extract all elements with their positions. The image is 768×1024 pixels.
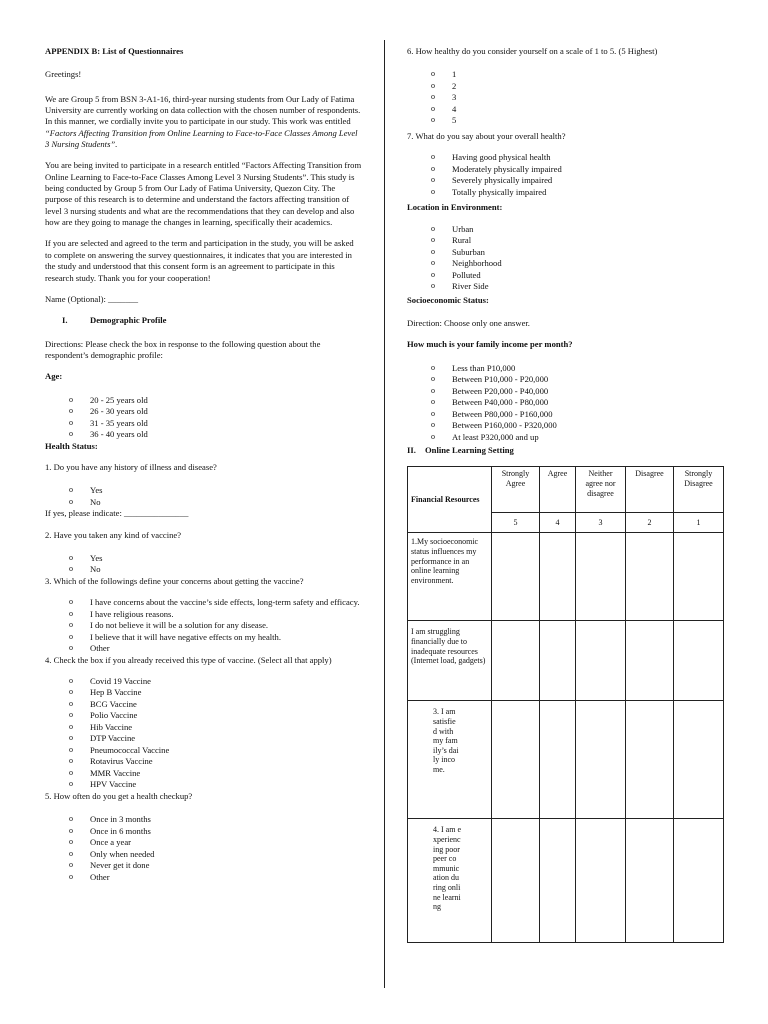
option-label: I have concerns about the vaccine’s side effects, long-term safety and efficacy. (90, 597, 360, 608)
q1-text: 1. Do you have any history of illness and disease? (45, 461, 217, 472)
option-label: Once in 6 months (90, 825, 151, 836)
q5-option[interactable] (45, 860, 362, 872)
option-label: Yes (90, 485, 103, 496)
rating-cell[interactable] (540, 819, 576, 943)
q5-option[interactable] (45, 837, 362, 849)
option-label: 20 - 25 years old (90, 394, 148, 405)
rating-cell[interactable] (492, 701, 540, 819)
q4-option[interactable] (45, 768, 362, 780)
radio-circle-icon[interactable]: o (431, 115, 435, 125)
radio-circle-icon[interactable]: o (69, 620, 73, 630)
income-option[interactable] (407, 374, 725, 386)
option-label: BCG Vaccine (90, 698, 137, 709)
radio-circle-icon[interactable]: o (431, 374, 435, 384)
q3-option[interactable] (45, 643, 362, 655)
income-option[interactable] (407, 432, 725, 444)
radio-circle-icon[interactable]: o (431, 362, 435, 372)
table-row (408, 701, 724, 819)
rating-cell[interactable] (540, 701, 576, 819)
col-neutral: Neither agree nor disagree (576, 467, 626, 513)
rating-cell[interactable] (626, 533, 674, 621)
q2-option[interactable] (45, 564, 362, 576)
q1-followup[interactable]: If yes, please indicate: _______________ (45, 508, 189, 519)
option-label: Neighborhood (452, 258, 502, 269)
q6-option[interactable] (407, 115, 725, 127)
q7-option[interactable] (407, 175, 725, 187)
option-label: Totally physically impaired (452, 186, 547, 197)
q3-option[interactable] (45, 632, 362, 644)
q4-option[interactable] (45, 745, 362, 757)
income-option[interactable] (407, 363, 725, 375)
q4-option[interactable] (45, 722, 362, 734)
radio-circle-icon[interactable]: o (69, 406, 73, 416)
radio-circle-icon[interactable]: o (431, 246, 435, 256)
age-option[interactable] (45, 395, 362, 407)
option-label: Other (90, 871, 110, 882)
q5-option[interactable] (45, 814, 362, 826)
option-label: 31 - 35 years old (90, 417, 148, 428)
scale-2: 2 (626, 513, 674, 533)
radio-circle-icon[interactable]: o (431, 69, 435, 79)
q6-text: 6. How healthy do you consider yourself on a scale of 1 to 5. (5 Highest) (407, 46, 658, 56)
q3-options (45, 597, 362, 654)
rating-cell[interactable] (540, 621, 576, 701)
q5-options (45, 814, 362, 883)
radio-circle-icon[interactable]: o (431, 103, 435, 113)
q4-option[interactable] (45, 676, 362, 688)
location-option[interactable] (407, 258, 725, 270)
option-label: Suburban (452, 246, 485, 257)
q4-option[interactable] (45, 733, 362, 745)
option-label: Having good physical health (452, 152, 551, 163)
greeting: Greetings! (45, 69, 82, 80)
radio-circle-icon[interactable]: o (431, 431, 435, 441)
radio-circle-icon[interactable]: o (69, 643, 73, 653)
radio-circle-icon[interactable]: o (431, 258, 435, 268)
q3-option[interactable] (45, 597, 362, 608)
income-option[interactable] (407, 397, 725, 409)
income-option[interactable] (407, 386, 725, 398)
radio-circle-icon[interactable]: o (69, 733, 73, 743)
option-label: At least P320,000 and up (452, 431, 539, 442)
rating-cell[interactable] (626, 621, 674, 701)
rating-cell[interactable] (674, 819, 724, 943)
location-option[interactable] (407, 235, 725, 247)
q1-options (45, 485, 362, 508)
option-label: Pneumococcal Vaccine (90, 744, 170, 755)
option-label: 2 (452, 80, 457, 91)
radio-circle-icon[interactable]: o (69, 675, 73, 685)
socioeconomic-direction: Direction: Choose only one answer. (407, 317, 530, 328)
q6-options (407, 69, 725, 127)
option-label: Between P160,000 - P320,000 (452, 420, 557, 431)
likert-header-row (408, 467, 724, 513)
option-label: Covid 19 Vaccine (90, 675, 151, 686)
socioeconomic-label: Socioeconomic Status: (407, 294, 489, 305)
option-label: Urban (452, 223, 474, 234)
radio-circle-icon[interactable]: o (69, 837, 73, 847)
q2-text: 2. Have you taken any kind of vaccine? (45, 529, 182, 540)
radio-circle-icon[interactable]: o (69, 721, 73, 731)
option-label: Once a year (90, 837, 132, 848)
location-options (407, 224, 725, 293)
option-label: No (90, 496, 101, 507)
health-status-label: Health Status: (45, 440, 98, 451)
rating-cell[interactable] (492, 819, 540, 943)
intro-paragraph-1: We are Group 5 from BSN 3-A1-16, third-year nursing students from Our Lady of Fatima University are currently working on data collection with the chosen number of respondents. In this manner, we cordially invite you to participate in our study. This work was entitled “Factors Affecting Transition from Online Learning to Face-to-Face Classes Among Level 3 Nursing Students”. (45, 93, 361, 150)
radio-circle-icon[interactable]: o (431, 420, 435, 430)
option-label: Only when needed (90, 848, 155, 859)
rating-cell[interactable] (540, 533, 576, 621)
option-label: Hib Vaccine (90, 721, 133, 732)
location-option[interactable] (407, 247, 725, 259)
option-label: Rotavirus Vaccine (90, 756, 153, 767)
scale-5: 5 (492, 513, 540, 533)
location-option[interactable] (407, 270, 725, 282)
row-statement: 3. I am satisfied with my family’s daily income. (408, 701, 492, 819)
option-label: Severely physically impaired (452, 175, 553, 186)
radio-circle-icon[interactable]: o (431, 80, 435, 90)
option-label: DTP Vaccine (90, 733, 136, 744)
rating-cell[interactable] (674, 621, 724, 701)
option-label: Between P40,000 - P80,000 (452, 397, 549, 408)
age-label: Age: (45, 371, 63, 382)
location-label: Location in Environment: (407, 202, 503, 213)
q3-option[interactable] (45, 609, 362, 621)
radio-circle-icon[interactable]: o (69, 564, 73, 574)
radio-circle-icon[interactable]: o (431, 397, 435, 407)
radio-circle-icon[interactable]: o (431, 175, 435, 185)
section-1-heading: I. Demographic Profile (62, 315, 167, 326)
intro-study-title: “Factors Affecting Transition from Online Learning to Face-to-Face Classes Among Level 3 Nursing Students”. (45, 127, 358, 150)
income-options (407, 363, 725, 444)
likert-table (407, 466, 724, 943)
option-label: Between P10,000 - P20,000 (452, 374, 549, 385)
scale-1: 1 (674, 513, 724, 533)
option-label: 3 (452, 92, 457, 103)
option-label: 1 (452, 69, 457, 80)
option-label: 5 (452, 115, 457, 126)
radio-circle-icon[interactable]: o (69, 825, 73, 835)
radio-circle-icon[interactable]: o (431, 163, 435, 173)
q6-option[interactable] (407, 104, 725, 116)
q3-text: 3. Which of the followings define your concerns about getting the vaccine? (45, 575, 304, 586)
rating-cell[interactable] (626, 819, 674, 943)
radio-circle-icon[interactable]: o (69, 848, 73, 858)
income-option[interactable] (407, 409, 725, 421)
radio-circle-icon[interactable]: o (69, 485, 73, 495)
radio-circle-icon[interactable]: o (69, 698, 73, 708)
q7-text: 7. What do you say about your overall health? (407, 130, 566, 141)
radio-circle-icon[interactable]: o (69, 744, 73, 754)
option-label: Yes (90, 552, 103, 563)
age-option[interactable] (45, 429, 362, 441)
age-option[interactable] (45, 406, 362, 418)
radio-circle-icon[interactable]: o (69, 552, 73, 562)
col-strongly-disagree: Strongly Disagree (674, 467, 724, 513)
option-label: Rural (452, 235, 472, 246)
rating-cell[interactable] (576, 819, 626, 943)
q1-option[interactable] (45, 485, 362, 497)
option-label: No (90, 564, 101, 575)
scale-3: 3 (576, 513, 626, 533)
option-label: 36 - 40 years old (90, 429, 148, 440)
q5-text: 5. How often do you get a health checkup? (45, 790, 193, 801)
rating-cell[interactable] (492, 533, 540, 621)
radio-circle-icon[interactable]: o (431, 281, 435, 291)
radio-circle-icon[interactable]: o (69, 394, 73, 404)
income-option[interactable] (407, 420, 725, 432)
radio-circle-icon[interactable]: o (69, 417, 73, 427)
radio-circle-icon[interactable]: o (431, 92, 435, 102)
radio-circle-icon[interactable]: o (69, 608, 73, 618)
age-options (45, 395, 362, 441)
table-row (408, 533, 724, 621)
rating-cell[interactable] (576, 701, 626, 819)
q7-option[interactable] (407, 164, 725, 176)
q1-option[interactable] (45, 497, 362, 509)
scale-4: 4 (540, 513, 576, 533)
intro-paragraph-3: If you are selected and agreed to the term and participation in the study, you will be asked to complete on answering the survey questionnaires, it indicates that you are interested in the study and understood that this consent form is an agreement to participate in this research study. Thank you for your cooperation! (45, 238, 354, 283)
rating-cell[interactable] (576, 533, 626, 621)
option-label: Never get it done (90, 860, 150, 871)
q5-option[interactable] (45, 849, 362, 861)
radio-circle-icon[interactable]: o (431, 408, 435, 418)
q5-option[interactable] (45, 826, 362, 838)
option-label: Moderately physically impaired (452, 163, 562, 174)
q7-option[interactable] (407, 187, 725, 199)
location-option[interactable] (407, 224, 725, 236)
option-label: River Side (452, 281, 489, 292)
q4-text: 4. Check the box if you already received this type of vaccine. (Select all that apply) (45, 654, 332, 665)
radio-circle-icon[interactable]: o (69, 597, 73, 607)
q5-option[interactable] (45, 872, 362, 884)
right-column (407, 46, 725, 943)
q4-option[interactable] (45, 756, 362, 768)
option-label: Polluted (452, 269, 481, 280)
radio-circle-icon[interactable]: o (69, 860, 73, 870)
radio-circle-icon[interactable]: o (69, 814, 73, 824)
location-option[interactable] (407, 281, 725, 293)
q4-option[interactable] (45, 687, 362, 699)
q4-options (45, 676, 362, 791)
q4-option[interactable] (45, 779, 362, 791)
option-label: I do not believe it will be a solution for any disease. (90, 620, 269, 631)
option-label: 4 (452, 103, 457, 114)
left-column (45, 46, 362, 883)
option-label: I have religious reasons. (90, 608, 174, 619)
col-strongly-agree: Strongly Agree (492, 467, 540, 513)
q6-option[interactable] (407, 81, 725, 93)
option-label: Hep B Vaccine (90, 687, 142, 698)
q2-options (45, 553, 362, 576)
option-label: Less than P10,000 (452, 362, 516, 373)
col-agree: Agree (540, 467, 576, 513)
option-label: Other (90, 643, 110, 654)
intro-paragraph-2: You are being invited to participate in a research entitled “Factors Affecting Transition from Online Learning to Face-to-Face Classes Among Level 3 Nursing Students”. This study is being conducted by Group 5 from Our Lady of Fatima University, Quezon City. The purpose of this research is to determine and understand the factors affecting transition of level 3 nursing students and what are the recommendations that they can develop and also how are they going to manage the changes in learning, specifically their academics. (45, 160, 362, 228)
q6-option[interactable] (407, 92, 725, 104)
q7-options (407, 152, 725, 198)
radio-circle-icon[interactable]: o (69, 871, 73, 881)
radio-circle-icon[interactable]: o (431, 385, 435, 395)
name-field[interactable]: Name (Optional): _______ (45, 293, 139, 304)
radio-circle-icon[interactable]: o (69, 429, 73, 439)
radio-circle-icon[interactable]: o (69, 687, 73, 697)
column-divider (384, 40, 385, 988)
table-row (408, 621, 724, 701)
table-row (408, 819, 724, 943)
rating-cell[interactable] (576, 621, 626, 701)
option-label: 26 - 30 years old (90, 406, 148, 417)
q4-option[interactable] (45, 699, 362, 711)
radio-circle-icon[interactable]: o (431, 269, 435, 279)
radio-circle-icon[interactable]: o (69, 756, 73, 766)
radio-circle-icon[interactable]: o (431, 235, 435, 245)
rating-cell[interactable] (492, 621, 540, 701)
row-statement: 4. I am experiencing poor peer communication during online learning (408, 819, 492, 943)
radio-circle-icon[interactable]: o (69, 779, 73, 789)
row-statement: I am struggling financially due to inadequate resources (Internet load, gadgets) (408, 621, 492, 701)
radio-circle-icon[interactable]: o (431, 223, 435, 233)
q4-option[interactable] (45, 710, 362, 722)
rating-cell[interactable] (626, 701, 674, 819)
option-label: I believe that it will have negative effects on my health. (90, 631, 281, 642)
option-label: MMR Vaccine (90, 767, 141, 778)
appendix-title: APPENDIX B: List of Questionnaires (45, 46, 184, 56)
q7-option[interactable] (407, 152, 725, 164)
radio-circle-icon[interactable]: o (69, 496, 73, 506)
radio-circle-icon[interactable]: o (69, 767, 73, 777)
age-option[interactable] (45, 418, 362, 430)
q2-option[interactable] (45, 553, 362, 565)
rating-cell[interactable] (674, 533, 724, 621)
category-cell: Financial Resources (408, 467, 492, 533)
option-label: Once in 3 months (90, 814, 151, 825)
option-label: Between P80,000 - P160,000 (452, 408, 553, 419)
rating-cell[interactable] (674, 701, 724, 819)
q3-option[interactable] (45, 620, 362, 632)
col-disagree: Disagree (626, 467, 674, 513)
section-2-heading: II. Online Learning Setting (407, 445, 514, 456)
radio-circle-icon[interactable]: o (431, 186, 435, 196)
option-label: Polio Vaccine (90, 710, 138, 721)
option-label: Between P20,000 - P40,000 (452, 385, 549, 396)
option-label: HPV Vaccine (90, 779, 137, 790)
income-label: How much is your family income per month? (407, 339, 573, 350)
radio-circle-icon[interactable]: o (69, 631, 73, 641)
row-statement: 1.My socioeconomic status influences my performance in an online learning environment. (408, 533, 492, 621)
radio-circle-icon[interactable]: o (431, 152, 435, 162)
radio-circle-icon[interactable]: o (69, 710, 73, 720)
q6-option[interactable] (407, 69, 725, 81)
directions: Directions: Please check the box in response to the following question about the respondent’s demographic profile: (45, 338, 321, 360)
